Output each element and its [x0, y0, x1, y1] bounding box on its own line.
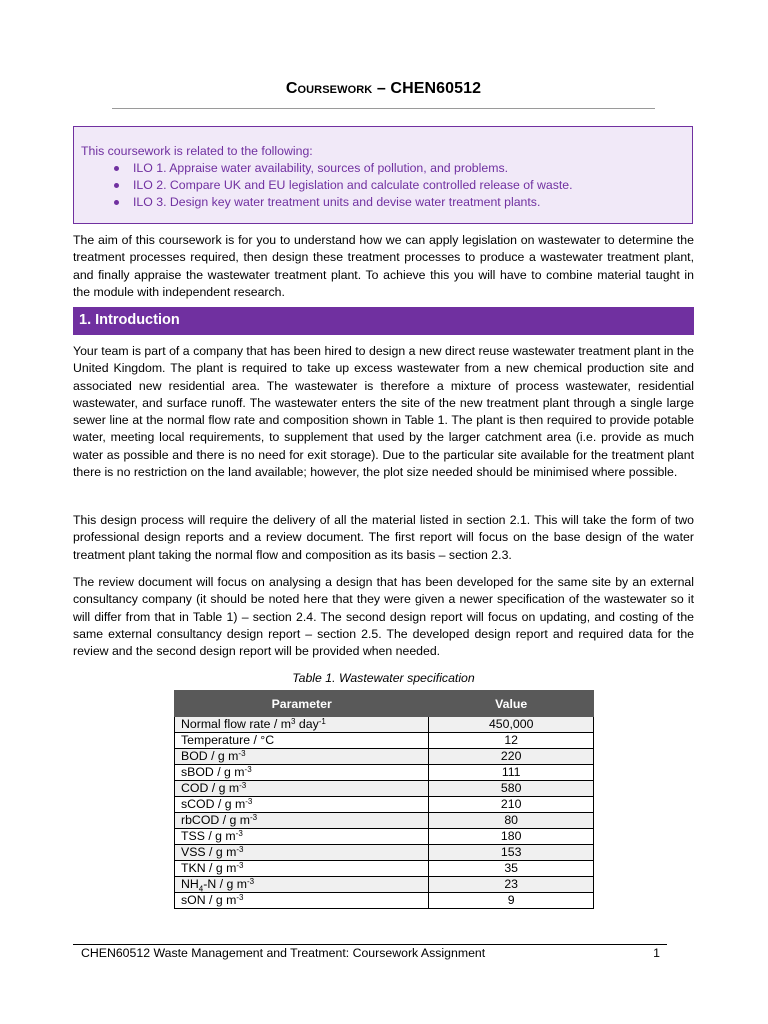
ilo-intro: This coursework is related to the following: [81, 144, 313, 158]
footer-divider [73, 944, 667, 945]
table-row [175, 717, 594, 733]
parameter-cell: sON / g $m^{-3}$ [175, 893, 429, 909]
parameter-cell: rbCOD / g $m^{-3}$ [175, 813, 429, 829]
page-number: 1 [653, 946, 660, 960]
value-cell: 220 [429, 749, 594, 765]
value-cell: 111 [429, 765, 594, 781]
table-header-row [175, 691, 594, 717]
ilo-list [81, 160, 692, 211]
value-cell: 9 [429, 893, 594, 909]
value-cell: 35 [429, 861, 594, 877]
value-cell: 210 [429, 797, 594, 813]
parameter-cell: TSS / g $m^{-3}$ [175, 829, 429, 845]
ilo-item-3: ILO 3. Design key water treatment units and devise water treatment plants. [133, 194, 692, 211]
table-row [175, 829, 594, 845]
table-row [175, 733, 594, 749]
header-value: Value [429, 691, 594, 717]
section-heading-introduction: 1. Introduction [73, 307, 694, 335]
parameter-cell: TKN / g $m^{-3}$ [175, 861, 429, 877]
table-row [175, 813, 594, 829]
intro-paragraph-1: Your team is part of a company that has been hired to design a new direct reuse wastewater treatment plant in the United Kingdom. The plant is required to take up excess wastewater from a new chemical production site and associated new residential area. The wastewater is therefore a mixture of process wastewater, residential wastewater, and surface runoff. The wastewater enters the site of the new treatment plant through a single large sewer line at the normal flow rate and composition shown in Table 1. The plant is then required to provide potable water, meeting local requirements, to supplement that used by the larger catchment area (i.e. provide as much water as possible and there is no need for exit storage). Due to the particular site available for the treatment plant there is no restriction on the land available; however, the plot size needed should be minimised where possible. [73, 344, 694, 480]
value-cell: 180 [429, 829, 594, 845]
parameter-cell: sCOD / g $m^{-3}$ [175, 797, 429, 813]
table-caption: Table 1. Wastewater specification [292, 671, 475, 685]
table-row [175, 845, 594, 861]
footer-text: CHEN60512 Waste Management and Treatment: Coursework Assignment [81, 946, 486, 960]
table-row [175, 893, 594, 909]
parameter-cell: Normal flow rate / $m^3$ day$^{-1}$ [175, 717, 429, 733]
parameter-cell: COD / g $m^{-3}$ [175, 781, 429, 797]
title-code: CHEN60512 [390, 80, 482, 97]
parameter-cell: BOD / g $m^{-3}$ [175, 749, 429, 765]
table-row [175, 861, 594, 877]
aim-paragraph: The aim of this coursework is for you to understand how we can apply legislation on wastewater to determine the treatment processes required, then design these treatment processes to produce a wastewater treatment plant, and finally appraise the wastewater treatment plant. To achieve this you will have to combine material taught in the module with independent research. [73, 233, 694, 299]
table-row [175, 781, 594, 797]
parameter-cell: sBOD / g $m^{-3}$ [175, 765, 429, 781]
title-separator: – [372, 80, 391, 97]
title-divider [112, 108, 655, 109]
value-cell: 580 [429, 781, 594, 797]
ilo-callout-box [73, 126, 693, 224]
table-row [175, 765, 594, 781]
value-cell: 80 [429, 813, 594, 829]
table-row [175, 749, 594, 765]
ilo-item-2: ILO 2. Compare UK and EU legislation and calculate controlled release of waste. [133, 177, 692, 194]
intro-paragraph-2: This design process will require the delivery of all the material listed in section 2.1. This will take the form of two professional design reports and a review document. The first report will focus on the base design of the water treatment plant taking the normal flow and composition as its basis – section 2.3. [73, 513, 694, 562]
wastewater-spec-table [174, 690, 594, 909]
value-cell: 153 [429, 845, 594, 861]
value-cell: 23 [429, 877, 594, 893]
page-title [73, 80, 694, 98]
header-parameter: Parameter [175, 691, 429, 717]
intro-paragraph-3: The review document will focus on analysing a design that has been developed for the same site by an external consultancy company (it should be noted here that they were given a newer specification of the wastewater so it will differ from that in Table 1) – section 2.4. The second design report will focus on updating, and costing of the same external consultancy design report – section 2.5. The developed design report and required data for the review and the second design report will be provided when needed. [73, 575, 694, 659]
parameter-cell: VSS / g $m^{-3}$ [175, 845, 429, 861]
parameter-cell: Temperature / °C [175, 733, 429, 749]
table-row [175, 877, 594, 893]
value-cell: 12 [429, 733, 594, 749]
parameter-cell: $NH_4-N$ / g $m^{-3}$ [175, 877, 429, 893]
value-cell: 450,000 [429, 717, 594, 733]
table-row [175, 797, 594, 813]
title-prefix: Coursework [285, 80, 373, 97]
ilo-item-1: ILO 1. Appraise water availability, sources of pollution, and problems. [133, 160, 692, 177]
